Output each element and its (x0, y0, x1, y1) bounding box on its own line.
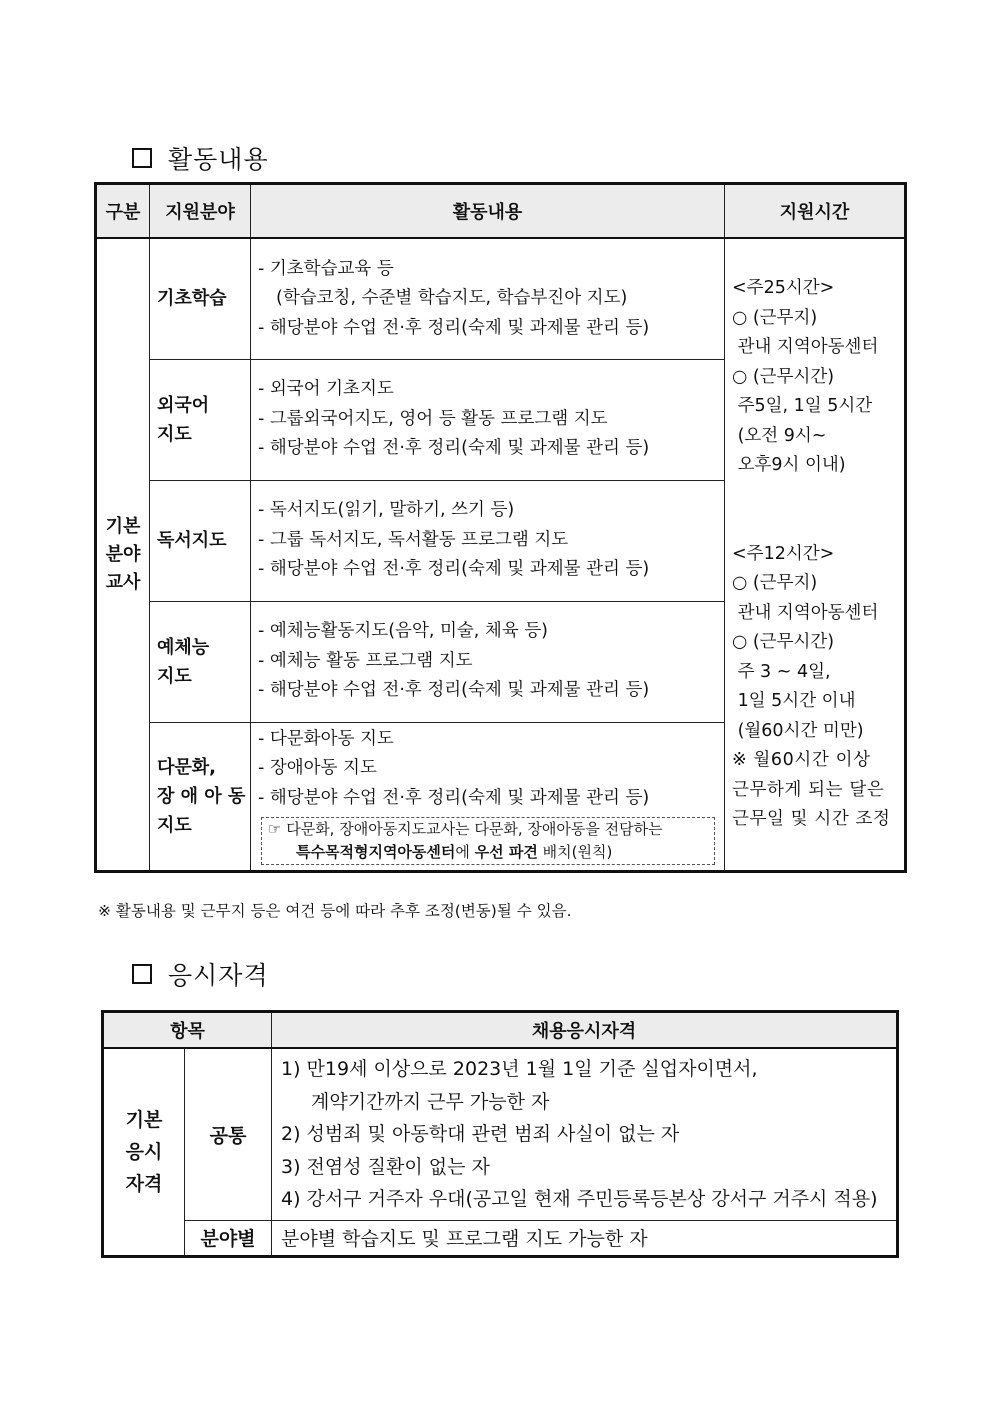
category-line: 분야 (105, 543, 141, 565)
time-cell (725, 238, 906, 872)
category-line: 기본 (105, 515, 141, 537)
content-cell (251, 601, 725, 722)
category-cell (103, 1048, 185, 1256)
header-qualification: 채용응시자격 (272, 1012, 898, 1049)
time-line: <주12시간> (732, 543, 835, 564)
list-item: 2) 성범죄 및 아동학대 관련 범죄 사실이 없는 자 (281, 1123, 680, 1145)
time-line (732, 481, 904, 511)
common-list (272, 1048, 898, 1220)
field-label: 분야별 (185, 1220, 272, 1256)
field-line: 기초학습 (157, 288, 227, 310)
time-line: ○ (근무지) (732, 307, 818, 328)
note-text: 에 (455, 843, 475, 861)
header-category: 구분 (96, 184, 150, 239)
note-line: ☞ 다문화, 장애아동지도교사는 다문화, 장애아동을 전담하는 (268, 820, 663, 838)
content-item: - 해당분야 수업 전·후 정리(숙제 및 과제물 관리 등) (258, 438, 650, 459)
field-line: 지도 (157, 665, 192, 687)
footnote: ※ 활동내용 및 근무지 등은 여건 등에 따라 추후 조정(변동)될 수 있음. (98, 902, 572, 920)
note-bold: 특수목적형지역아동센터 (296, 843, 456, 861)
time-line: 주5일, 1일 5시간 (732, 396, 873, 417)
field-line: 외국어 (157, 394, 210, 416)
header-time: 지원시간 (725, 184, 906, 239)
content-item: - 예체능활동지도(음악, 미술, 체육 등) (258, 621, 549, 642)
content-item: - 해당분야 수업 전·후 정리(숙제 및 과제물 관리 등) (258, 787, 650, 808)
checkbox-square-icon (132, 148, 152, 168)
table-header-row (103, 1012, 898, 1049)
field-cell (150, 480, 251, 601)
category-cell (96, 238, 150, 872)
content-item: - 기초학습교육 등 (258, 258, 394, 279)
checkbox-square-icon (132, 964, 152, 984)
content-item: - 해당분야 수업 전·후 정리(숙제 및 과제물 관리 등) (258, 317, 650, 338)
field-line: 지도 (157, 814, 192, 836)
content-cell (251, 238, 725, 359)
time-line (732, 510, 904, 540)
field-cell (150, 601, 251, 722)
field-line: 독서지도 (157, 530, 227, 551)
field-line: 예체능 (157, 636, 210, 658)
content-item: (학습코칭, 수준별 학습지도, 학습부진아 지도) (276, 288, 628, 308)
field-item: 분야별 학습지도 및 프로그램 지도 가능한 자 (272, 1220, 898, 1256)
content-item: - 예체능 활동 프로그램 지도 (258, 650, 473, 671)
time-line: <주25시간> (732, 278, 835, 299)
time-line: ○ (근무지) (732, 573, 818, 594)
section-title-text: 활동내용 (168, 145, 269, 174)
field-line: 지도 (157, 423, 192, 445)
common-label: 공통 (185, 1048, 272, 1220)
content-item: - 그룹외국어지도, 영어 등 활동 프로그램 지도 (258, 408, 608, 429)
content-item: - 외국어 기초지도 (258, 379, 394, 400)
list-item: 계약기간까지 근무 가능한 자 (311, 1090, 550, 1113)
time-line: 관내 지역아동센터 (732, 337, 879, 358)
header-content: 활동내용 (251, 184, 725, 239)
header-field: 지원분야 (150, 184, 251, 239)
time-line: ○ (근무시간) (732, 632, 835, 653)
time-line: ○ (근무시간) (732, 366, 835, 387)
qualifications-table (101, 1010, 899, 1258)
content-item: - 해당분야 수업 전·후 정리(숙제 및 과제물 관리 등) (258, 680, 650, 701)
content-item: - 해당분야 수업 전·후 정리(숙제 및 과제물 관리 등) (258, 559, 650, 580)
content-item: - 다문화아동 지도 (258, 728, 394, 749)
field-cell (150, 238, 251, 359)
time-lines (732, 274, 904, 835)
content-cell (251, 480, 725, 601)
table-row (96, 238, 906, 359)
time-line: 주 3 ~ 4일, (732, 661, 831, 682)
list-item: 4) 강서구 거주자 우대(공고일 현재 주민등록등본상 강서구 거주시 적용) (281, 1188, 878, 1210)
time-line: 근무일 및 시간 조정 (732, 809, 891, 830)
list-item: 1) 만19세 이상으로 2023년 1월 1일 기준 실업자이면서, (281, 1058, 758, 1080)
content-cell (251, 359, 725, 480)
content-item: - 장애아동 지도 (258, 758, 377, 778)
note-line (268, 841, 714, 864)
section-title-activities (132, 140, 269, 176)
activities-table (94, 182, 907, 873)
time-line: 관내 지역아동센터 (732, 602, 879, 623)
table-header-row (96, 184, 906, 239)
content-cell (251, 722, 725, 872)
note-text: 배치(원칙) (537, 843, 613, 861)
note-box (261, 817, 715, 865)
time-line: 1일 5시간 이내 (732, 691, 856, 712)
category-line: 교사 (105, 571, 141, 593)
section-title-qualifications (132, 956, 269, 992)
field-cell (150, 359, 251, 480)
category-line: 자격 (125, 1172, 163, 1195)
field-line: 다문화, (157, 756, 217, 778)
content-item: - 독서지도(읽기, 말하기, 쓰기 등) (258, 500, 515, 521)
table-row (103, 1048, 898, 1220)
time-line: 오후9시 이내) (732, 455, 846, 476)
table-row (103, 1220, 898, 1256)
section-title-text: 응시자격 (168, 961, 269, 990)
time-line: (월60시간 미만) (732, 720, 864, 741)
header-item: 항목 (103, 1012, 272, 1049)
content-item: - 그룹 독서지도, 독서활동 프로그램 지도 (258, 529, 569, 550)
time-line: (오전 9시~ (732, 425, 827, 446)
category-line: 기본 (125, 1108, 163, 1131)
field-cell (150, 722, 251, 872)
field-line: 장 애 아 동 (157, 785, 246, 807)
list-item: 3) 전염성 질환이 없는 자 (281, 1155, 490, 1178)
category-line: 응시 (125, 1140, 163, 1163)
note-bold: 우선 파견 (474, 843, 538, 861)
time-line: 근무하게 되는 달은 (732, 779, 885, 800)
time-line: ※ 월60시간 이상 (732, 750, 871, 771)
